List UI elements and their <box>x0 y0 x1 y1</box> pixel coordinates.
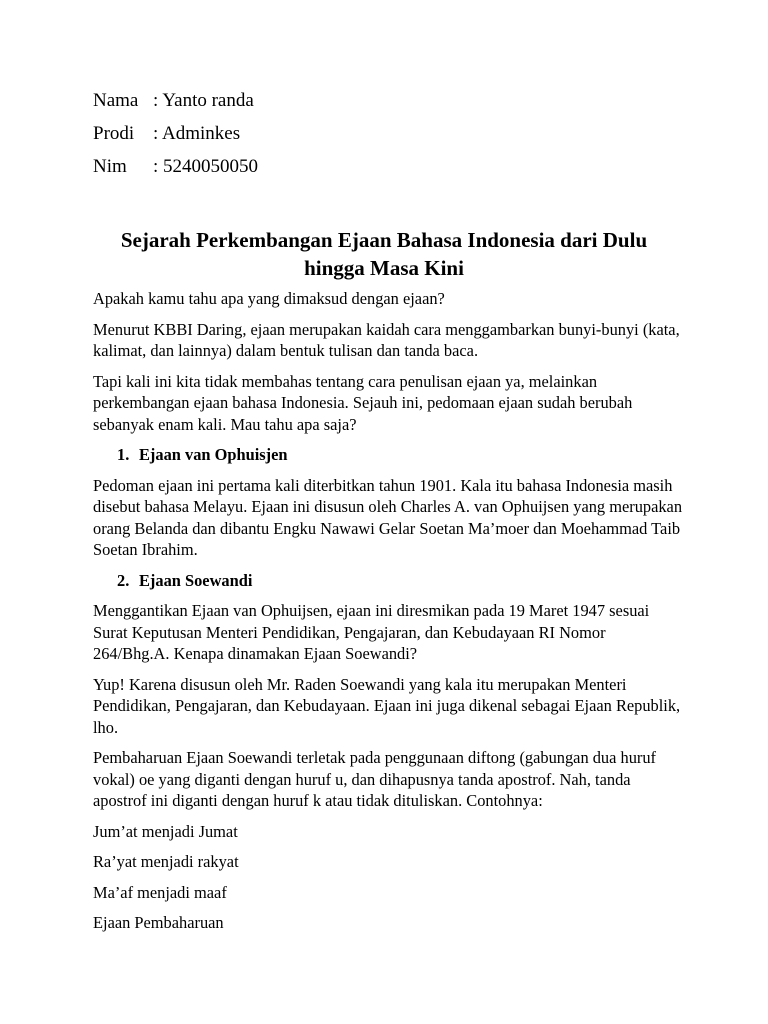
heading-number: 2. <box>117 570 130 590</box>
info-row-prodi <box>93 119 258 152</box>
example-line: Jum’at menjadi Jumat <box>93 821 238 841</box>
info-row-nama <box>93 86 258 119</box>
info-label: Nama <box>93 90 139 111</box>
paragraph: Apakah kamu tahu apa yang dimaksud dengan ejaan? <box>93 289 445 308</box>
paragraph: Yup! Karena disusun oleh Mr. Raden Soewandi yang kala itu merupakan Menteri Pendidikan, Pengajaran, dan Kebudayaan. Ejaan ini juga dikenal sebagai Ejaan Republik, lho. <box>93 674 681 737</box>
heading-text: Ejaan Soewandi <box>139 570 253 590</box>
heading-number: 1. <box>117 445 130 464</box>
section-heading-2 <box>93 570 683 592</box>
section-heading-1 <box>93 444 683 466</box>
example-line: Ma’af menjadi maaf <box>93 882 227 902</box>
example-line: Ra’yat menjadi rakyat <box>93 852 239 871</box>
info-value: : 5240050050 <box>153 156 259 177</box>
document-title: Sejarah Perkembangan Ejaan Bahasa Indonesia dari Dulu hingga Masa Kini <box>120 228 648 280</box>
student-info <box>93 86 258 185</box>
paragraph: Menurut KBBI Daring, ejaan merupakan kaidah cara menggambarkan bunyi-bunyi (kata, kalimat, dan lainnya) dalam bentuk tulisan dan tanda baca. <box>93 319 680 360</box>
info-row-nim <box>93 152 258 185</box>
paragraph: Pembaharuan Ejaan Soewandi terletak pada penggunaan diftong (gabungan dua huruf vokal) oe yang diganti dengan huruf u, dan dihapusnya tanda apostrof. Nah, tanda apostrof ini diganti dengan huruf k atau tidak dituliskan. Contohnya: <box>93 748 657 810</box>
paragraph: Tapi kali ini kita tidak membahas tentang cara penulisan ejaan ya, melainkan perkembangan ejaan bahasa Indonesia. Sejauh ini, pedomaan ejaan sudah berubah sebanyak enam kali. Mau tahu apa saja? <box>93 371 633 434</box>
document-body <box>93 288 683 943</box>
info-value: : Yanto randa <box>153 90 254 111</box>
example-line: Ejaan Pembaharuan <box>93 913 224 932</box>
info-value: : Adminkes <box>153 123 241 144</box>
paragraph: Pedoman ejaan ini pertama kali diterbitkan tahun 1901. Kala itu bahasa Indonesia masih disebut bahasa Melayu. Ejaan ini disusun oleh Charles A. van Ophuijsen yang merupakan orang Belanda dan dibantu Engku Nawawi Gelar Soetan Ma’moer dan Moehammad Taib Soetan Ibrahim. <box>93 475 683 559</box>
paragraph: Menggantikan Ejaan van Ophuijsen, ejaan ini diresmikan pada 19 Maret 1947 sesuai Surat Keputusan Menteri Pendidikan, Pengajaran, dan Kebudayaan RI Nomor 264/Bhg.A. Kenapa dinamakan Ejaan Soewandi? <box>93 601 650 663</box>
info-label: Prodi <box>93 123 135 144</box>
info-label: Nim <box>93 156 127 177</box>
heading-text: Ejaan van Ophuisjen <box>139 445 288 464</box>
